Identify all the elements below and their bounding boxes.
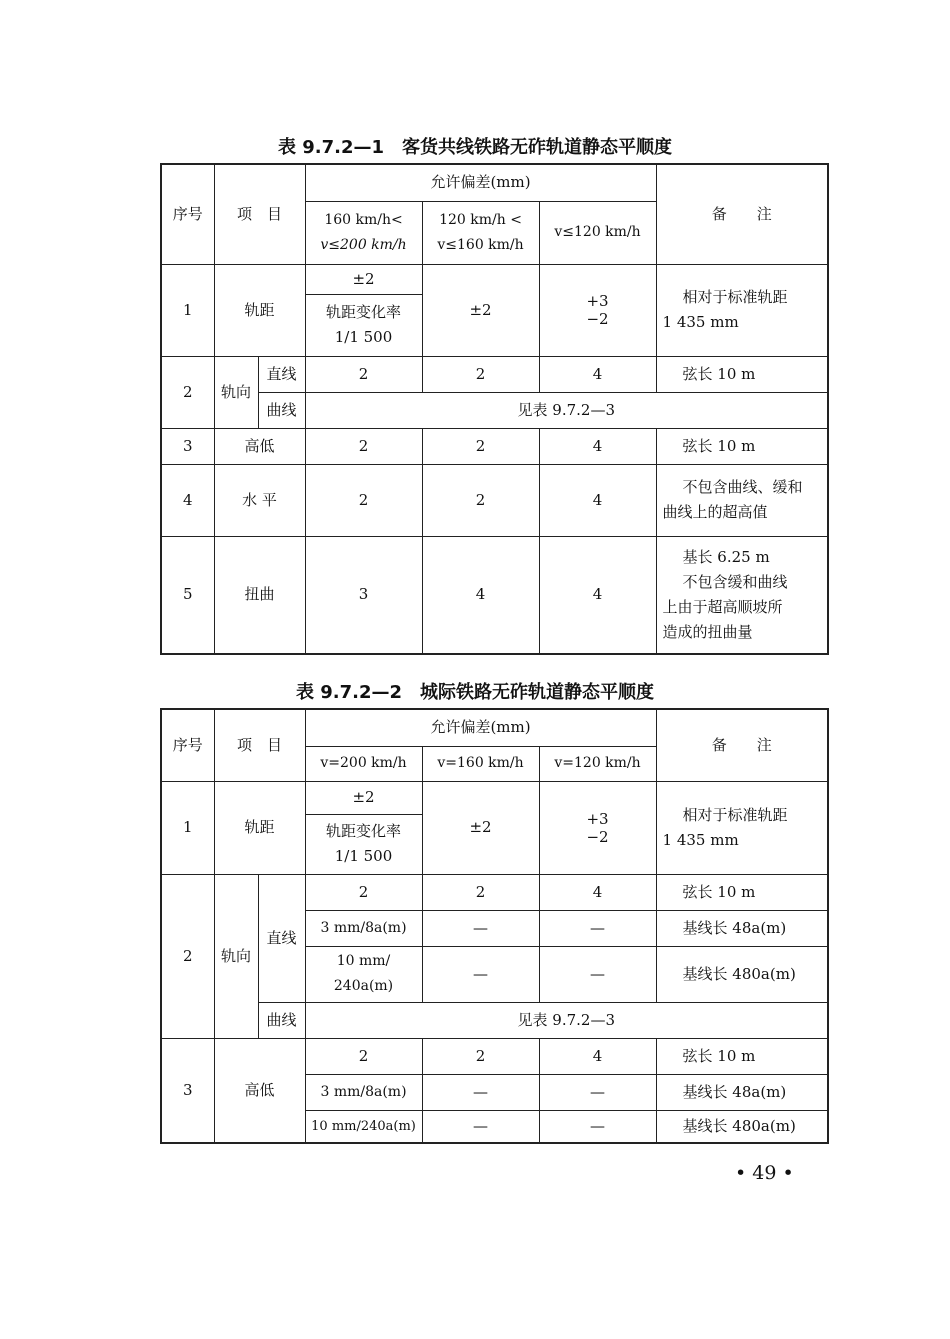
- t1-r3-c3: 4: [539, 428, 656, 464]
- t1-r2-sub1: 直线: [258, 356, 305, 392]
- t2-r2a-note: 弦长 10 m: [656, 874, 828, 910]
- t2-r2a-c1: 2: [305, 874, 422, 910]
- t1-r3-c2: 2: [422, 428, 539, 464]
- t1-r2-sub2: 曲线: [258, 392, 305, 428]
- table2-caption: 表 9.7.2—2 城际铁路无砟轨道静态平顺度: [295, 682, 655, 703]
- t2-r1-c1b: 轨距变化率 1/1 500: [305, 814, 422, 874]
- t2-r2-sub2: 曲线: [258, 1002, 305, 1038]
- t2-header-tolerance: 允许偏差(mm): [305, 709, 656, 746]
- t1-header-col1: 160 km/h< v≤200 km/h: [305, 201, 422, 264]
- t1-r3-item: 高低: [214, 428, 305, 464]
- t2-r2c-c1: 10 mm/ 240a(m): [305, 946, 422, 1002]
- t2-r2b-c2: —: [422, 910, 539, 946]
- t1-header-col3: v≤120 km/h: [539, 201, 656, 264]
- t2-r1-c3: +3 −2: [539, 781, 656, 874]
- table2: [160, 708, 829, 1144]
- t1-r5-seq: 5: [161, 536, 214, 654]
- t1-r3-seq: 3: [161, 428, 214, 464]
- t1-r3-note: 弦长 10 m: [656, 428, 828, 464]
- t2-r2c-note: 基线长 480a(m): [656, 946, 828, 1002]
- page-number: • 49 •: [735, 1162, 794, 1184]
- t2-r1-c2: ±2: [422, 781, 539, 874]
- t1-r4-c2: 2: [422, 464, 539, 536]
- t2-header-seq: 序号: [161, 709, 214, 781]
- t2-header-item: 项 目: [214, 709, 305, 781]
- t1-r2-c3: 4: [539, 356, 656, 392]
- t2-r3a-c1: 2: [305, 1038, 422, 1074]
- t2-r3c-note: 基线长 480a(m): [656, 1110, 828, 1143]
- t2-r3-seq: 3: [161, 1038, 214, 1143]
- t2-r1-note: 相对于标准轨距 1 435 mm: [656, 781, 828, 874]
- t2-r1-seq: 1: [161, 781, 214, 874]
- t1-r4-c3: 4: [539, 464, 656, 536]
- t2-r2b-note: 基线长 48a(m): [656, 910, 828, 946]
- t2-r2a-c2: 2: [422, 874, 539, 910]
- t2-r3c-c1: 10 mm/240a(m): [305, 1110, 422, 1143]
- t1-r1-item: 轨距: [214, 264, 305, 356]
- t2-header-col1: v=200 km/h: [305, 746, 422, 781]
- t2-r3a-c3: 4: [539, 1038, 656, 1074]
- t1-r1-c3: +3 −2: [539, 264, 656, 356]
- t2-r3a-note: 弦长 10 m: [656, 1038, 828, 1074]
- t2-r2-seq: 2: [161, 874, 214, 1038]
- t2-r3-item: 高低: [214, 1038, 305, 1143]
- t2-r3b-c3: —: [539, 1074, 656, 1110]
- t1-r3-c1: 2: [305, 428, 422, 464]
- t1-r5-note: 基长 6.25 m 不包含缓和曲线 上由于超高顺坡所 造成的扭曲量: [656, 536, 828, 654]
- table1-caption: 表 9.7.2—1 客货共线铁路无砟轨道静态平顺度: [277, 137, 673, 158]
- t2-r3a-c2: 2: [422, 1038, 539, 1074]
- t1-r2-seq: 2: [161, 356, 214, 428]
- t1-r1-seq: 1: [161, 264, 214, 356]
- t1-header-tolerance: 允许偏差(mm): [305, 164, 656, 201]
- t2-r2-ref: 见表 9.7.2—3: [305, 1002, 828, 1038]
- t1-header-seq: 序号: [161, 164, 214, 264]
- t1-header-col2: 120 km/h < v≤160 km/h: [422, 201, 539, 264]
- t1-r2-c1: 2: [305, 356, 422, 392]
- t1-r1-c1b: 轨距变化率 1/1 500: [305, 294, 422, 356]
- t1-r1-c1a: ±2: [305, 264, 422, 294]
- t1-r5-c3: 4: [539, 536, 656, 654]
- t2-header-col3: v=120 km/h: [539, 746, 656, 781]
- t2-r2-sub1: 直线: [258, 874, 305, 1002]
- t1-r4-note: 不包含曲线、缓和 曲线上的超高值: [656, 464, 828, 536]
- t2-r3c-c3: —: [539, 1110, 656, 1143]
- t1-r1-note: 相对于标准轨距 1 435 mm: [656, 264, 828, 356]
- t1-r1-c2: ±2: [422, 264, 539, 356]
- t1-r5-c2: 4: [422, 536, 539, 654]
- t2-r2c-c3: —: [539, 946, 656, 1002]
- t2-header-remark: 备 注: [656, 709, 828, 781]
- t1-r2-item: 轨向: [214, 356, 258, 428]
- t2-r3b-c1: 3 mm/8a(m): [305, 1074, 422, 1110]
- t2-r3b-c2: —: [422, 1074, 539, 1110]
- t1-header-remark: 备 注: [656, 164, 828, 264]
- t2-r2a-c3: 4: [539, 874, 656, 910]
- t1-header-item: 项 目: [214, 164, 305, 264]
- t2-r2b-c1: 3 mm/8a(m): [305, 910, 422, 946]
- t2-r2c-c2: —: [422, 946, 539, 1002]
- t1-r5-c1: 3: [305, 536, 422, 654]
- t2-r2-item: 轨向: [214, 874, 258, 1038]
- t2-r3c-c2: —: [422, 1110, 539, 1143]
- t1-r4-c1: 2: [305, 464, 422, 536]
- t1-r4-seq: 4: [161, 464, 214, 536]
- t2-header-col2: v=160 km/h: [422, 746, 539, 781]
- t2-r1-item: 轨距: [214, 781, 305, 874]
- t1-r2-c2: 2: [422, 356, 539, 392]
- t2-r1-c1a: ±2: [305, 781, 422, 814]
- t1-r2-note: 弦长 10 m: [656, 356, 828, 392]
- t1-r5-item: 扭曲: [214, 536, 305, 654]
- t2-r3b-note: 基线长 48a(m): [656, 1074, 828, 1110]
- t1-r2-ref: 见表 9.7.2—3: [305, 392, 828, 428]
- t2-r2b-c3: —: [539, 910, 656, 946]
- table1: [160, 163, 829, 655]
- t1-r4-item: 水 平: [214, 464, 305, 536]
